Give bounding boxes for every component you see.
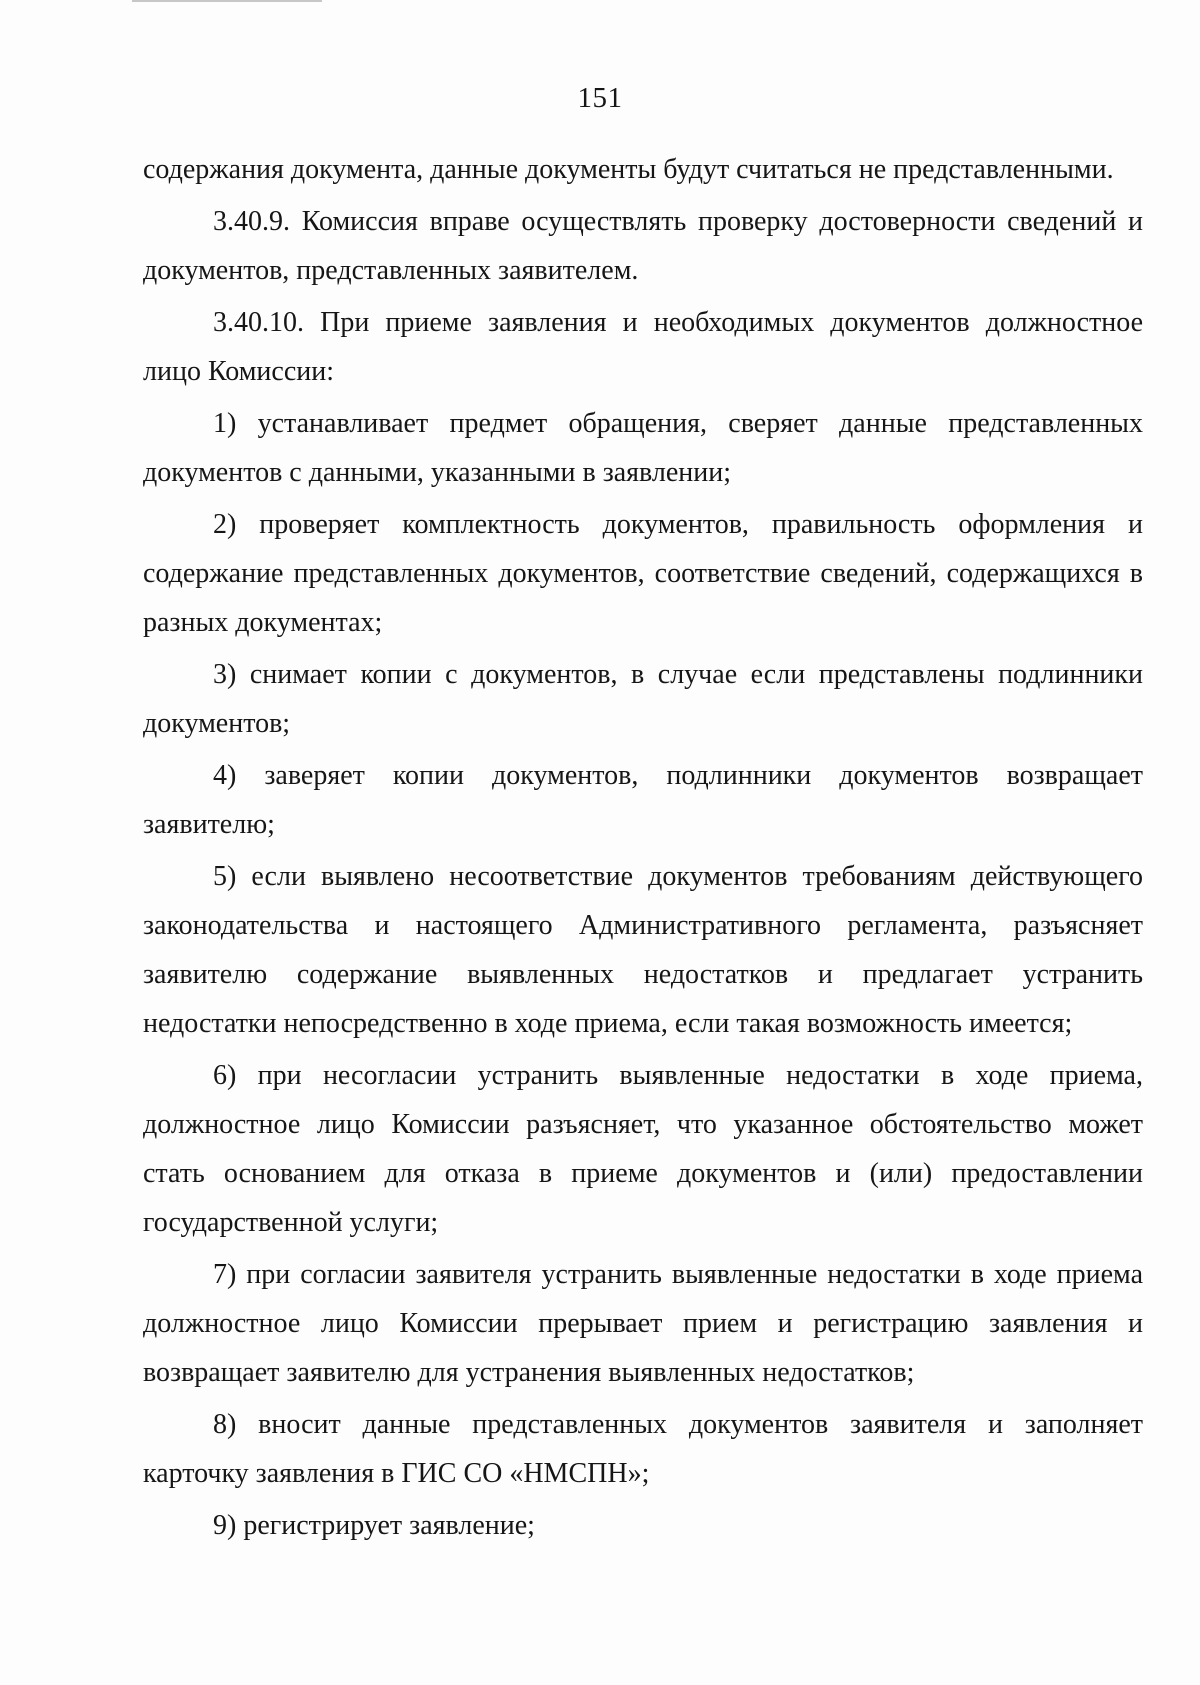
- list-item-6: 6) при несогласии устранить выявленные недостатки в ходе приема, должностное лицо Комиссии разъясняет, что указанное обстоятельство может стать основанием для отказа в приеме документов и (или) предоставлении государственной услуги;: [143, 1060, 1143, 1238]
- list-item-7: 7) при согласии заявителя устранить выявленные недостатки в ходе приема должностное лицо Комиссии прерывает прием и регистрацию заявления и возвращает заявителю для устранения выявленных недостатков;: [143, 1259, 1143, 1388]
- paragraph-3-40-9: 3.40.9. Комиссия вправе осуществлять проверку достоверности сведений и документов, представленных заявителем.: [143, 206, 1143, 286]
- list-item-2: 2) проверяет комплектность документов, правильность оформления и содержание представленных документов, соответствие сведений, содержащихся в разных документах;: [143, 509, 1143, 638]
- scan-artifact: [132, 0, 322, 6]
- list-item-8: 8) вносит данные представленных документов заявителя и заполняет карточку заявления в ГИС СО «НМСПН»;: [143, 1409, 1143, 1489]
- list-item-3: 3) снимает копии с документов, в случае если представлены подлинники документов;: [143, 659, 1143, 739]
- list-item-4: 4) заверяет копии документов, подлинники документов возвращает заявителю;: [143, 760, 1143, 840]
- list-item-1: 1) устанавливает предмет обращения, сверяет данные представленных документов с данными, указанными в заявлении;: [143, 408, 1143, 488]
- list-item-5: 5) если выявлено несоответствие документов требованиям действующего законодательства и настоящего Административного регламента, разъясняет заявителю содержание выявленных недостатков и предлагает устранить недостатки непосредственно в ходе приема, если такая возможность имеется;: [143, 861, 1143, 1039]
- paragraph-3-40-10: 3.40.10. При приеме заявления и необходимых документов должностное лицо Комиссии:: [143, 307, 1143, 387]
- document-body: [143, 145, 1143, 1553]
- list-item-9: 9) регистрирует заявление;: [213, 1510, 535, 1541]
- page-number: 151: [577, 82, 623, 114]
- paragraph-continuation: содержания документа, данные документы будут считаться не представленными.: [143, 154, 1114, 185]
